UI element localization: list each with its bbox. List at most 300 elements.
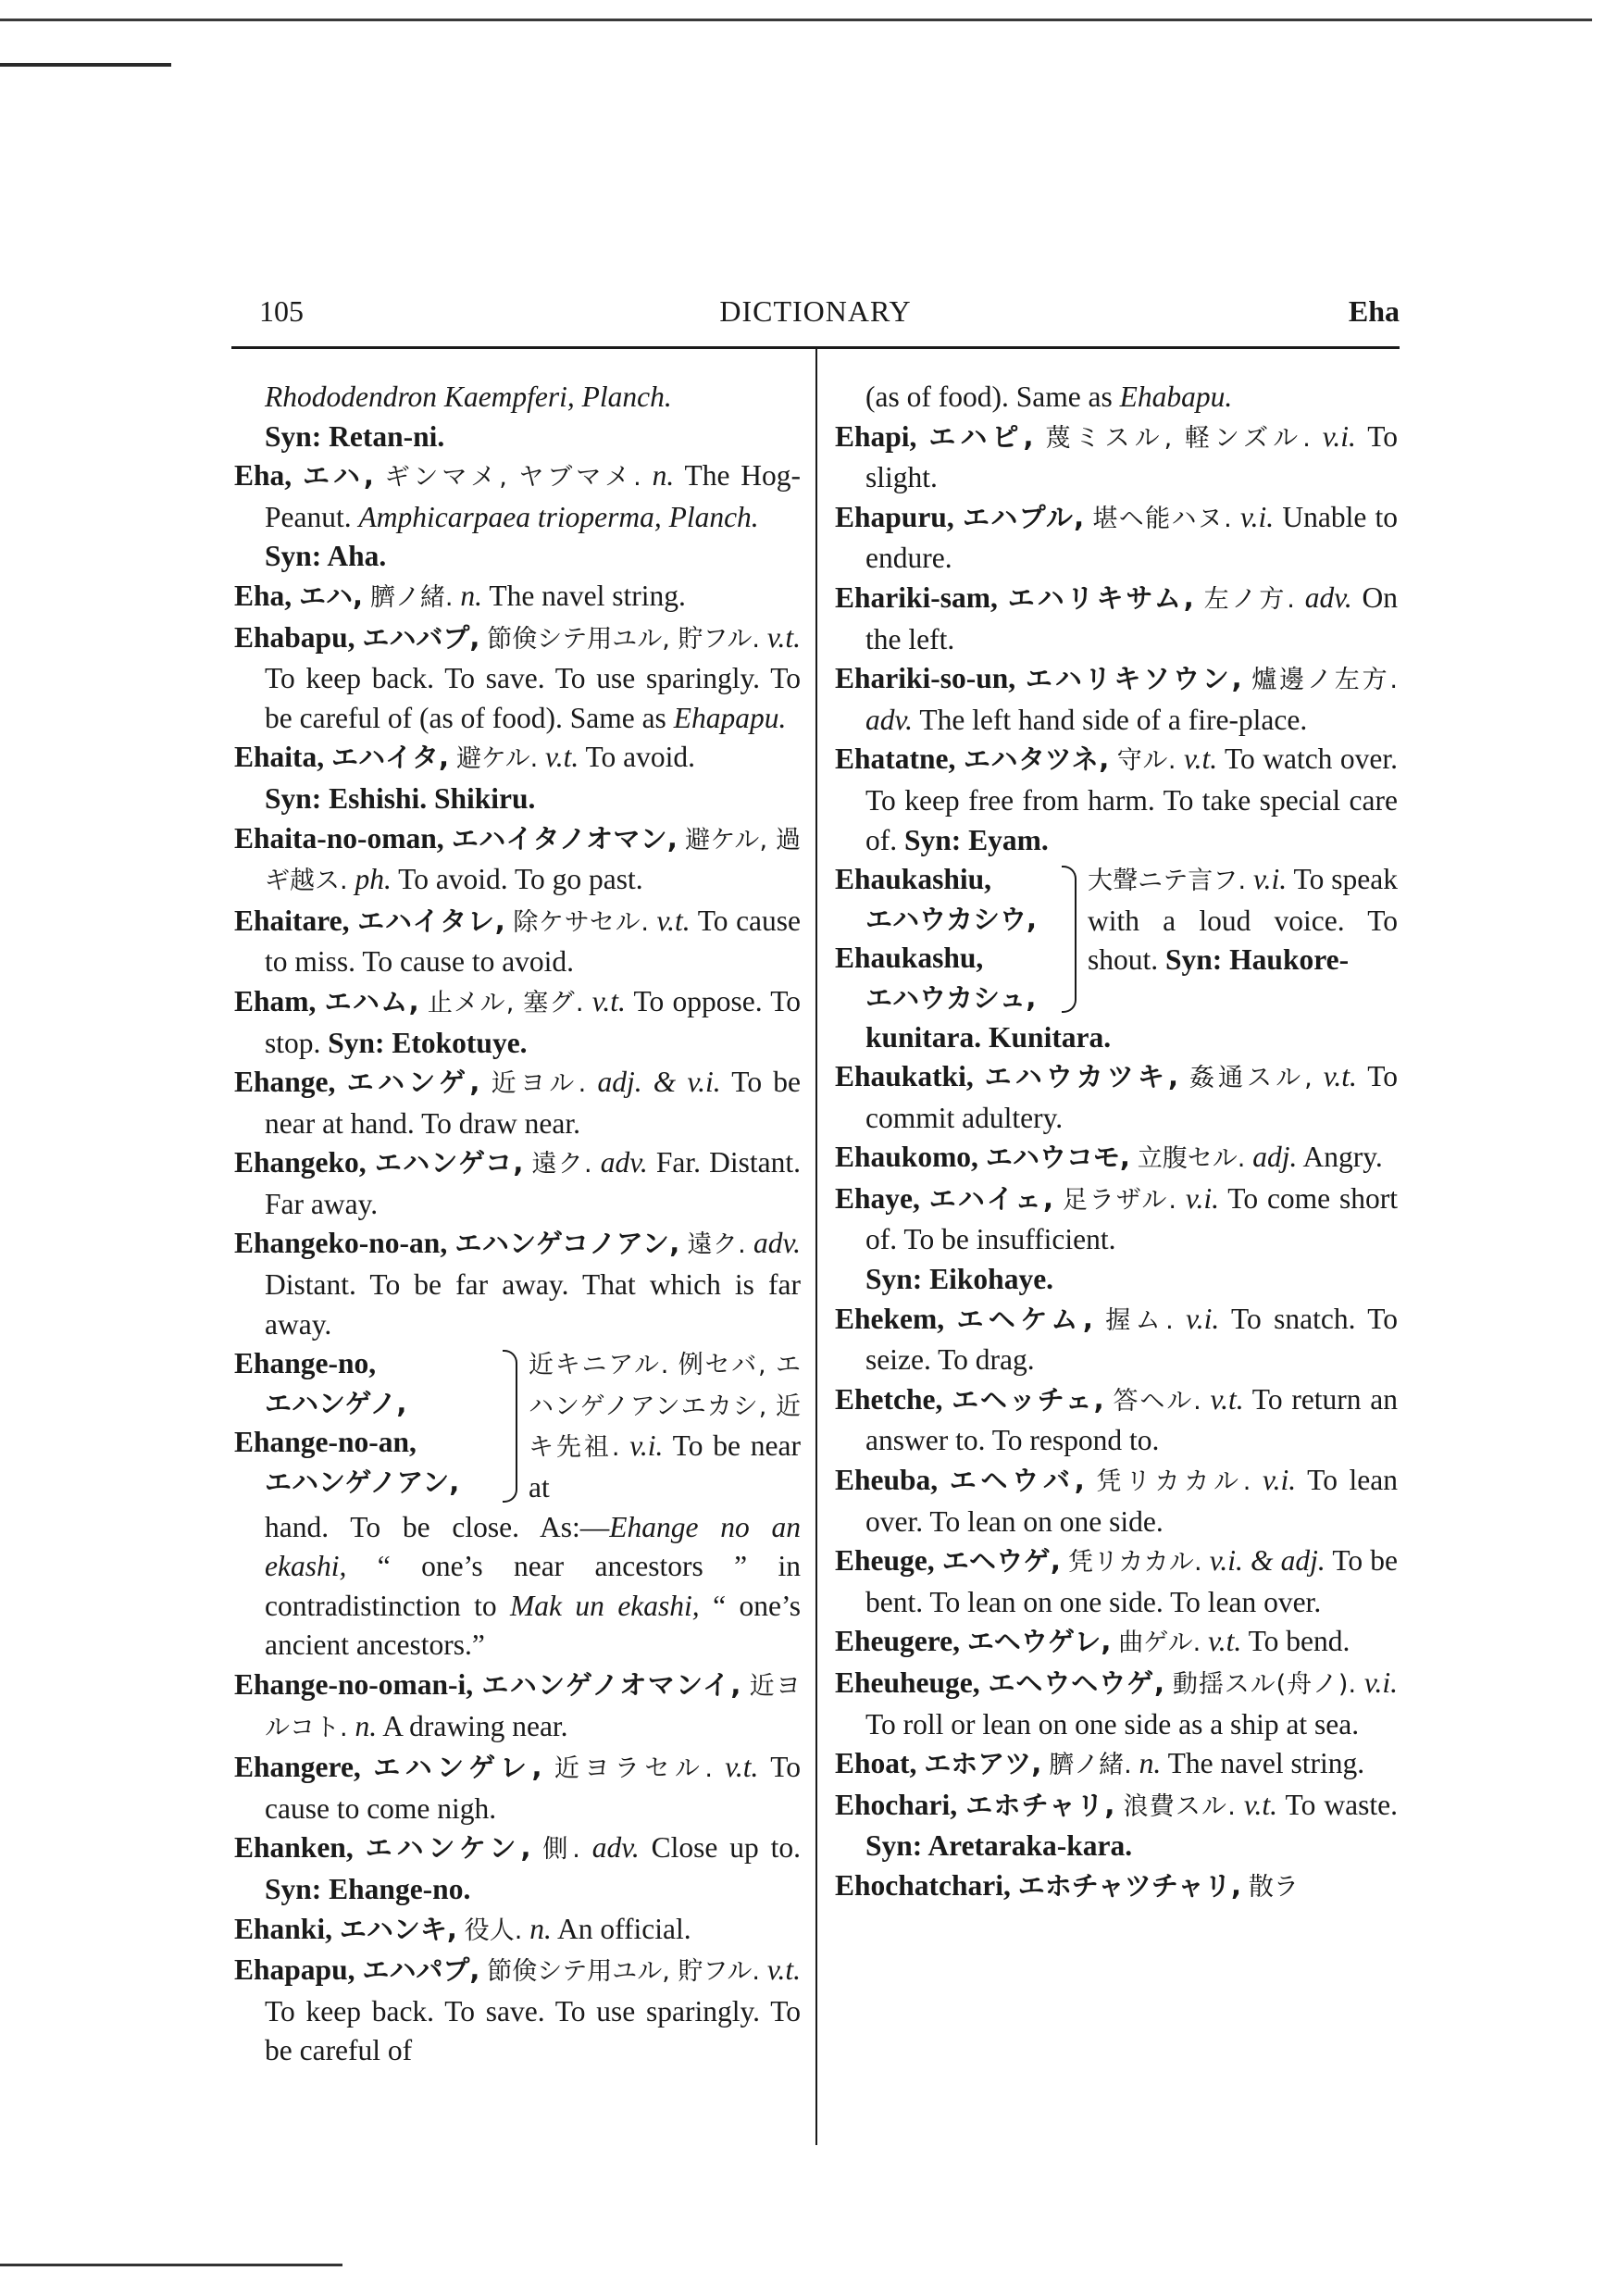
japanese-gloss: 浪費スル. (1123, 1791, 1236, 1821)
italic-text: v.t. (545, 741, 579, 774)
definition-text (361, 1751, 373, 1783)
definition-text: To keep back. To save. To use sparingly. To be careful of (265, 1994, 801, 2067)
synonym-line (234, 537, 801, 577)
headword: Ehariki-sam, (835, 580, 998, 614)
japanese-gloss: 遠ク. (531, 1150, 592, 1179)
dictionary-entry (835, 1057, 1398, 1138)
italic-text: v.t. (1243, 1788, 1278, 1821)
definition-text (1176, 742, 1183, 775)
kana-reading: エハンゲコノアン, (454, 1228, 680, 1260)
italic-text: Ehapapu. (673, 701, 787, 734)
entry-continuation (234, 378, 801, 418)
guide-word: Eha (1348, 294, 1400, 328)
kana-reading: エハバプ, (362, 621, 480, 654)
kana-reading: エハウカシュ, (865, 981, 1037, 1014)
definition-text: The Hog-Peanut. (265, 459, 801, 533)
japanese-gloss: 立腹セル. (1137, 1144, 1246, 1174)
definition-text (1356, 1666, 1364, 1699)
definition-text: “ one’s near ancestors ” in contradistinction to (265, 1550, 801, 1622)
headword: Eheuba, (835, 1464, 939, 1497)
kana-reading: エハプル, (962, 501, 1085, 533)
definition-text (1246, 863, 1253, 895)
definition-text (324, 741, 331, 773)
definition-text (954, 501, 963, 533)
italic-text: v.i. (1262, 1464, 1297, 1497)
kana-reading: エハウカシウ, (865, 903, 1038, 935)
headword: Ehariki-so-un, (835, 662, 1016, 695)
headword: Ehange-no-an, (234, 1426, 417, 1459)
headword: Ehatatne, (835, 742, 956, 776)
headword: Ehangeko-no-an, (234, 1227, 448, 1260)
grouped-headword-line (835, 860, 1062, 900)
japanese-gloss: 避ケル, 過ギ越ス. (265, 825, 801, 896)
definition-text (1201, 1383, 1211, 1416)
headword: Ehanken, (234, 1831, 354, 1865)
entry-continuation (234, 1508, 801, 1666)
headword: Ehetche, (835, 1382, 943, 1416)
headword: Ehapapu, (234, 1953, 355, 1987)
definition-text (592, 1146, 601, 1179)
japanese-gloss: 止メル, 塞グ. (427, 988, 584, 1017)
italic-text: adv. (865, 703, 914, 736)
italic-text: v.t. (1210, 1382, 1244, 1416)
headword: Ehaukashiu, (835, 863, 991, 896)
grouped-headword-line (234, 1423, 503, 1463)
kana-reading: エハ, (302, 460, 374, 493)
definition-text: To be near at (529, 1429, 802, 1504)
definition-text (649, 905, 657, 937)
headword: Eha, (234, 579, 292, 612)
bold-text: kunitara. Kunitara. (865, 1020, 1112, 1054)
dictionary-entry (234, 1063, 801, 1143)
dictionary-entry (835, 1461, 1398, 1541)
scan-edge-mark-bottom (0, 2264, 342, 2266)
headword: Ehekem, (835, 1302, 945, 1335)
definition-text (1313, 1060, 1324, 1092)
definition-text: A drawing near. (377, 1709, 568, 1742)
definition-text (316, 985, 324, 1017)
definition-text (1104, 1383, 1114, 1416)
headword: Ehoat, (835, 1747, 917, 1780)
definition-text: The navel string. (482, 579, 686, 612)
grouped-headword-line (234, 1384, 503, 1424)
grouped-headwords (234, 1344, 503, 1507)
italic-text: v.i. & adj. (1209, 1544, 1326, 1578)
dictionary-entry (234, 982, 801, 1063)
italic-text: v.t. (1183, 742, 1218, 776)
kana-reading: エハンゲコ, (374, 1147, 524, 1179)
japanese-gloss: 節倹シテ用ユル, 貯フル. (487, 1957, 760, 1987)
definition-text: To snatch. To seize. To drag. (865, 1302, 1399, 1377)
definition-text (449, 741, 456, 773)
japanese-gloss: 握ム. (1105, 1305, 1174, 1335)
japanese-gloss: 側. (542, 1835, 580, 1865)
bold-text: Syn: Aretaraka-kara. (865, 1829, 1133, 1863)
definition-text: An official. (551, 1912, 691, 1945)
italic-text: v.i. (1185, 1181, 1220, 1215)
italic-text: v.i. (1322, 419, 1356, 453)
definition-text (530, 1831, 542, 1864)
japanese-gloss: 凭リカカル. (1096, 1467, 1251, 1497)
definition-text: To cause to miss. To cause to avoid. (265, 904, 802, 979)
definition-text (678, 822, 685, 855)
italic-text: v.i. (1363, 1666, 1399, 1699)
japanese-gloss: 大聲ニテ言フ. (1088, 867, 1247, 896)
italic-text: v.t. (725, 1751, 759, 1784)
dictionary-entry (835, 418, 1398, 498)
scan-edge-mark (0, 63, 171, 67)
definition-text (938, 1464, 950, 1496)
definition-text (584, 985, 592, 1017)
definition-text (367, 1146, 375, 1179)
definition-text (335, 1066, 346, 1098)
japanese-gloss: 近ヨルコト. (265, 1672, 802, 1742)
headword: Eheuge, (835, 1544, 935, 1578)
synonym-line (234, 780, 801, 819)
japanese-gloss: 散ラ (1248, 1872, 1299, 1902)
definition-text: To commit adultery. (865, 1060, 1398, 1134)
bold-text: Syn: Haukore- (1165, 943, 1350, 977)
kana-reading: エヘウゲレ, (966, 1626, 1112, 1658)
italic-text: adv. (753, 1227, 801, 1260)
headword: Eheuheuge, (835, 1666, 980, 1699)
dictionary-entry (835, 1138, 1398, 1179)
definition-text (580, 1831, 592, 1864)
kana-reading: エハイェ, (928, 1182, 1053, 1215)
kana-reading: エハンゲレ, (373, 1752, 542, 1784)
definition-text (641, 459, 653, 492)
definition-text (1251, 1464, 1263, 1496)
italic-text: Ehabapu. (1119, 381, 1233, 413)
definition-text: To keep back. To save. To use sparingly. To be careful of (as of food). Same as (265, 662, 801, 734)
italic-text: adv. (591, 1831, 640, 1865)
definition-text (1176, 1182, 1186, 1215)
definition-text: Angry. (1297, 1141, 1383, 1174)
definition-text: To lean over. To lean on one side. (865, 1464, 1399, 1538)
kana-reading: エハンゲノアン, (265, 1466, 460, 1499)
definition-text (292, 459, 303, 492)
italic-text: adj. & v.i. (597, 1066, 721, 1099)
definition-text: To be bent. To lean on one side. To lean over. (865, 1544, 1399, 1618)
kana-reading: エハンゲノ, (265, 1387, 407, 1419)
kana-reading: エヘッチェ, (952, 1383, 1104, 1416)
grouped-entry (234, 1344, 801, 1507)
headword: Ehaukatki, (835, 1060, 974, 1093)
definition-text (363, 580, 370, 612)
japanese-gloss: 足ラザル. (1062, 1185, 1176, 1215)
definition-text (444, 822, 452, 855)
definition-text (935, 1544, 942, 1577)
dictionary-entry (835, 1622, 1398, 1664)
italic-text: v.t. (656, 904, 691, 937)
definition-text (354, 1831, 366, 1864)
definition-text (741, 1668, 749, 1701)
definition-text: To come short of. To be insufficient. (865, 1181, 1399, 1256)
grouped-definition (529, 1344, 801, 1507)
italic-text: v.t. (1208, 1625, 1242, 1658)
dictionary-entry (835, 1786, 1398, 1866)
headword: Ehange-no-oman-i, (234, 1668, 474, 1701)
synonym-line (835, 1260, 1398, 1300)
definition-text: hand. To be close. As:— (265, 1510, 610, 1543)
headword: Ehange, (234, 1066, 336, 1099)
entry-continuation (835, 1018, 1398, 1058)
definition-text: Unable to endure. (865, 500, 1399, 575)
definition-text: (as of food). Same as (865, 381, 1120, 413)
definition-text (538, 741, 545, 773)
headword: Ehochari, (835, 1788, 958, 1821)
italic-text: v.t. (1323, 1060, 1357, 1093)
dictionary-entry (835, 659, 1398, 740)
headword: Ehanki, (234, 1912, 332, 1945)
definition-text (760, 1953, 767, 1986)
bold-text: Syn: Eikohaye. (865, 1263, 1054, 1296)
brace-mark (1062, 866, 1077, 1012)
bold-text: Syn: Retan-ni. (265, 419, 445, 453)
definition-text: To be near at hand. To draw near. (265, 1066, 802, 1140)
definition-text (920, 1182, 929, 1215)
grouped-headword-line (835, 939, 1062, 979)
italic-text: v.t. (591, 984, 626, 1017)
definition-text: The left hand side of a fire-place. (913, 703, 1308, 736)
headword: Ehochatchari, (835, 1868, 1011, 1902)
dictionary-entry (234, 1951, 801, 2071)
dictionary-entry (234, 1828, 801, 1909)
definition-text (1236, 1789, 1244, 1821)
definition-text: Far. Distant. Far away. (265, 1146, 802, 1220)
definition-text: To cause to come nigh. (265, 1751, 802, 1825)
grouped-headword-line (835, 979, 1062, 1018)
bold-text: Syn: Ehange-no. (265, 1872, 471, 1905)
japanese-gloss: 役人. (464, 1915, 523, 1945)
kana-reading: エハ, (299, 580, 364, 612)
grouped-headword-line (234, 1344, 503, 1384)
definition-text (1242, 662, 1252, 694)
japanese-gloss: 左ノ方. (1203, 584, 1295, 614)
dictionary-entry (835, 579, 1398, 659)
kana-reading: エハンケン, (365, 1832, 531, 1865)
japanese-gloss: 遠ク. (687, 1230, 746, 1260)
italic-text: v.i. (1252, 863, 1288, 896)
definition-text (916, 420, 928, 453)
synonym-line (234, 418, 801, 457)
definition-text (1061, 1544, 1068, 1577)
dictionary-entry (234, 1666, 801, 1748)
kana-reading: エハパプ, (362, 1954, 480, 1987)
definition-text: To watch over. To keep free from harm. To take special care of. (865, 742, 1398, 856)
headword: Ehapuru, (835, 500, 954, 533)
definition-text (1130, 1141, 1138, 1173)
headword: Eheugere, (835, 1625, 961, 1658)
bold-text: Syn: Aha. (265, 540, 387, 573)
definition-text (1295, 581, 1305, 614)
headword: Eha, (234, 459, 292, 493)
definition-text (332, 1913, 340, 1945)
definition-text (479, 1066, 491, 1098)
definition-text (419, 985, 428, 1017)
headword: Ehapi, (835, 419, 917, 453)
headword: Ehaukashu, (835, 942, 984, 975)
definition-text (1015, 662, 1026, 694)
dictionary-entry (835, 498, 1398, 579)
kana-reading: エハンゲ, (346, 1067, 480, 1099)
kana-reading: エハイタ, (331, 742, 450, 774)
scan-edge-line (0, 19, 1592, 21)
definition-text: On the left. (865, 580, 1399, 655)
italic-text: v.i. (629, 1429, 664, 1463)
dictionary-entry (234, 738, 801, 780)
italic-text: v.t. (766, 620, 802, 654)
page-header (231, 294, 1400, 341)
kana-reading: エヘウバ, (949, 1465, 1085, 1497)
grouped-entry (835, 860, 1398, 1017)
definition-text (1245, 1141, 1252, 1173)
headword: Ehaukomo, (835, 1141, 978, 1174)
definition-text: To avoid. To go past. (391, 863, 643, 896)
definition-text: To return an answer to. To respond to. (865, 1382, 1399, 1457)
definition-text (1164, 1666, 1173, 1699)
italic-text: adv. (600, 1146, 648, 1179)
running-title: DICTIONARY (719, 294, 912, 328)
japanese-gloss: 答ヘル. (1113, 1386, 1201, 1416)
japanese-gloss: 凭リカカル. (1067, 1548, 1202, 1578)
italic-text: v.i. (1186, 1302, 1220, 1335)
dictionary-entry (234, 577, 801, 618)
kana-reading: エヘウゲ, (941, 1545, 1061, 1578)
grouped-definition (1088, 860, 1398, 1017)
dictionary-entry (835, 1744, 1398, 1786)
definition-text (1053, 1182, 1063, 1215)
definition-text: “ one’s ancient ancestors.” (265, 1589, 801, 1662)
italic-text: v.i. (1239, 500, 1275, 533)
definition-text: The navel string. (1161, 1747, 1365, 1780)
kana-reading: エホチャツチャリ, (1017, 1869, 1242, 1902)
definition-text (457, 1913, 465, 1945)
definition-text: To slight. (865, 419, 1399, 494)
italic-text: Amphicarpaea trioperma, Planch. (358, 500, 759, 533)
italic-text: Rhododendron Kaempferi, Planch. (265, 381, 672, 413)
definition-text (1034, 420, 1046, 453)
page-number: 105 (259, 294, 304, 328)
kana-reading: エハイタレ, (357, 905, 505, 937)
japanese-gloss: 節倹シテ用ユル, 貯フル. (487, 624, 760, 654)
japanese-gloss: 近ヨル. (491, 1069, 587, 1099)
kana-reading: エハタツネ, (963, 743, 1110, 776)
column-divider (815, 349, 817, 2145)
definition-text: Close up to. (639, 1831, 801, 1865)
italic-text: n. (529, 1912, 552, 1945)
definition-text (1202, 1544, 1210, 1577)
dictionary-entry (234, 1748, 801, 1828)
definition-text (1093, 1303, 1105, 1335)
headword: Ehaye, (835, 1181, 920, 1215)
headword: Ehaita, (234, 741, 325, 774)
bold-text: Syn: Eyam. (904, 823, 1049, 856)
definition-text (586, 1066, 597, 1098)
definition-text (942, 1383, 952, 1416)
kana-reading: エハンゲノオマンイ, (481, 1669, 741, 1701)
kana-reading: エハム, (324, 985, 419, 1017)
italic-text: n. (1139, 1747, 1162, 1780)
italic-text: n. (652, 459, 675, 493)
definition-text: Distant. To be far away. That which is far away. (265, 1268, 801, 1341)
japanese-gloss: 守ル. (1116, 746, 1176, 776)
italic-text: Ehange no an ekashi, (265, 1510, 801, 1583)
japanese-gloss: 避ケル. (455, 744, 539, 774)
definition-text (746, 1227, 753, 1259)
dictionary-entry (234, 1910, 801, 1952)
right-column (835, 378, 1398, 1908)
grouped-headwords (835, 860, 1062, 1017)
kana-reading: エハウカツキ, (984, 1061, 1178, 1093)
japanese-gloss: 堪ヘ能ハヌ. (1092, 504, 1232, 533)
definition-text (1311, 420, 1323, 453)
definition-text (978, 1141, 986, 1173)
kana-reading: エハウコモ, (985, 1142, 1130, 1174)
dictionary-entry (234, 456, 801, 537)
headword: Ehabapu, (234, 620, 355, 654)
japanese-gloss: 除ケサセル. (513, 907, 649, 937)
italic-text: adv. (1304, 580, 1352, 614)
dictionary-entry (234, 819, 801, 902)
dictionary-entry (835, 1664, 1398, 1744)
definition-text (957, 1789, 965, 1821)
definition-text (1241, 1869, 1249, 1902)
italic-text: v.t. (766, 1953, 802, 1987)
definition-text (1011, 1869, 1018, 1902)
definition-text (542, 1751, 554, 1783)
definition-text (1174, 1303, 1186, 1335)
definition-text (523, 1146, 531, 1179)
definition-text (350, 905, 358, 937)
dictionary-entry (835, 1541, 1398, 1622)
japanese-gloss: 姦通スル, (1189, 1064, 1313, 1093)
headword: Eham, (234, 984, 317, 1017)
definition-text (1132, 1747, 1139, 1779)
definition-text (998, 581, 1008, 614)
kana-reading: エホアツ, (924, 1748, 1042, 1780)
italic-text: n. (355, 1709, 378, 1742)
bold-text: Syn: Eshishi. Shikiru. (265, 781, 536, 815)
japanese-gloss: 近キニアル. 例セバ, エハンゲノアンエカシ, 近キ先祖. (529, 1351, 801, 1463)
definition-text (619, 1429, 629, 1462)
definition-text: To bend. (1241, 1625, 1350, 1658)
kana-reading: エホチャリ, (965, 1789, 1115, 1821)
definition-text (1232, 501, 1240, 533)
entry-continuation (835, 378, 1398, 418)
italic-text: Mak un ekashi, (510, 1589, 700, 1622)
dictionary-entry (835, 1380, 1398, 1461)
definition-text (974, 1060, 985, 1092)
japanese-gloss: 臍ノ緒. (1049, 1751, 1132, 1780)
definition-text (944, 1303, 956, 1335)
grouped-headword-line (835, 900, 1062, 940)
left-column (234, 378, 801, 2071)
definition-text (1085, 1464, 1097, 1496)
kana-reading: エハリキソウン, (1025, 663, 1242, 695)
definition-text: To waste. (1277, 1788, 1399, 1821)
dictionary-entry (835, 740, 1398, 860)
definition-text (960, 1625, 967, 1657)
definition-text (1109, 742, 1116, 775)
definition-text (713, 1751, 725, 1783)
kana-reading: エハリキサム, (1007, 581, 1194, 614)
headword: Ehange-no, (234, 1347, 377, 1380)
italic-text: n. (460, 579, 483, 612)
japanese-gloss: ギンマメ, ヤブマメ. (384, 463, 641, 493)
definition-text (1041, 1747, 1049, 1779)
dictionary-entry (835, 1866, 1398, 1908)
